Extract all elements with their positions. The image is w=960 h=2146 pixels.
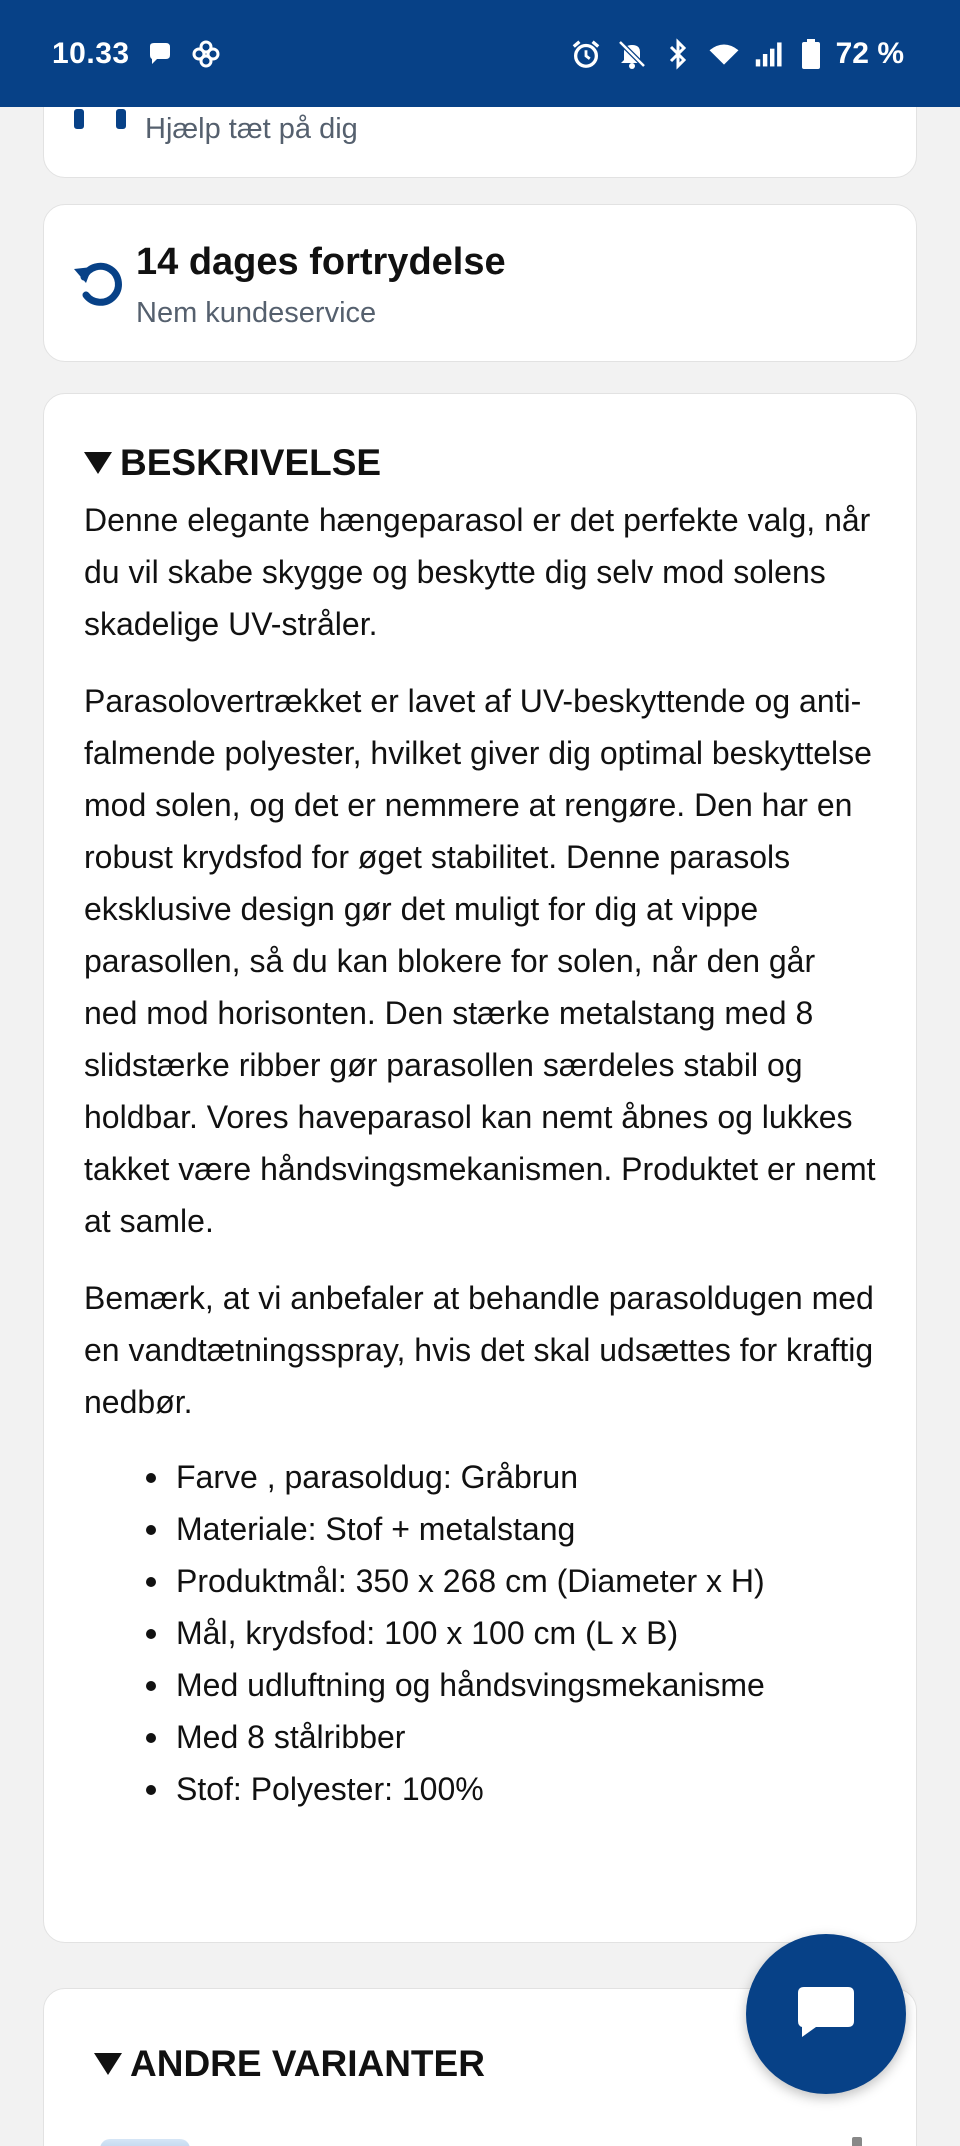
signal-icon	[754, 38, 786, 70]
description-heading: BESKRIVELSE	[120, 442, 382, 483]
spec-item: Materiale: Stof + metalstang	[146, 1503, 876, 1555]
status-time: 10.33	[52, 36, 130, 70]
variant-thumbnail[interactable]	[100, 2139, 190, 2146]
mute-icon	[616, 38, 648, 70]
spec-item: Med 8 stålribber	[146, 1711, 876, 1763]
scrollbar[interactable]	[852, 2137, 862, 2146]
spec-list	[84, 1451, 876, 1815]
battery-icon	[800, 38, 822, 70]
return-subtitle: Nem kundeservice	[136, 297, 377, 329]
variants-heading: ANDRE VARIANTER	[130, 2043, 485, 2084]
description-paragraph: Bemærk, at vi anbefaler at behandle parasoldugen med en vandtætningsspray, hvis det skal udsættes for kraftig nedbør.	[84, 1280, 874, 1420]
description-card	[43, 393, 917, 1943]
help-subtitle: Hjælp tæt på dig	[145, 113, 358, 145]
spec-item: Med udluftning og håndsvingsmekanisme	[146, 1659, 876, 1711]
description-toggle[interactable]	[84, 442, 876, 484]
chat-button[interactable]	[746, 1934, 906, 2094]
wifi-icon	[708, 38, 740, 70]
chat-bubble-icon	[144, 38, 176, 70]
spec-item: Stof: Polyester: 100%	[146, 1763, 876, 1815]
alarm-icon	[570, 38, 602, 70]
return-policy-card[interactable]	[43, 204, 917, 362]
triangle-down-icon	[84, 452, 112, 474]
battery-percent: 72 %	[835, 36, 904, 70]
refresh-icon	[68, 253, 128, 313]
spec-item: Mål, krydsfod: 100 x 100 cm (L x B)	[146, 1607, 876, 1659]
status-bar	[0, 0, 960, 107]
chat-icon	[794, 1983, 858, 2046]
spec-item: Produktmål: 350 x 268 cm (Diameter x H)	[146, 1555, 876, 1607]
pinwheel-icon	[190, 38, 222, 70]
triangle-down-icon	[94, 2053, 122, 2075]
headset-icon	[74, 109, 126, 133]
spec-item: Farve , parasoldug: Gråbrun	[146, 1451, 876, 1503]
return-title: 14 dages fortrydelse	[136, 241, 506, 283]
bluetooth-icon	[662, 38, 694, 70]
description-paragraph: Denne elegante hængeparasol er det perfekte valg, når du vil skabe skygge og beskytte dig selv mod solens skadelige UV-stråler.	[84, 502, 871, 642]
description-paragraph: Parasolovertrækket er lavet af UV-beskyttende og anti-falmende polyester, hvilket giver dig optimal beskyttelse mod solen, og det er nemmere at rengøre. Den har en robust krydsfod for øget stabilitet. Denne parasols eksklusive design gør det muligt for dig at vippe parasollen, så du kan blokere for solen, når den går ned mod horisonten. Den stærke metalstang med 8 slidstærke ribber gør parasollen særdeles stabil og holdbar. Vores haveparasol kan nemt åbnes og lukkes takket være håndsvingsmekanismen. Produktet er nemt at samle.	[84, 683, 876, 1239]
variants-toggle[interactable]	[94, 2043, 866, 2085]
